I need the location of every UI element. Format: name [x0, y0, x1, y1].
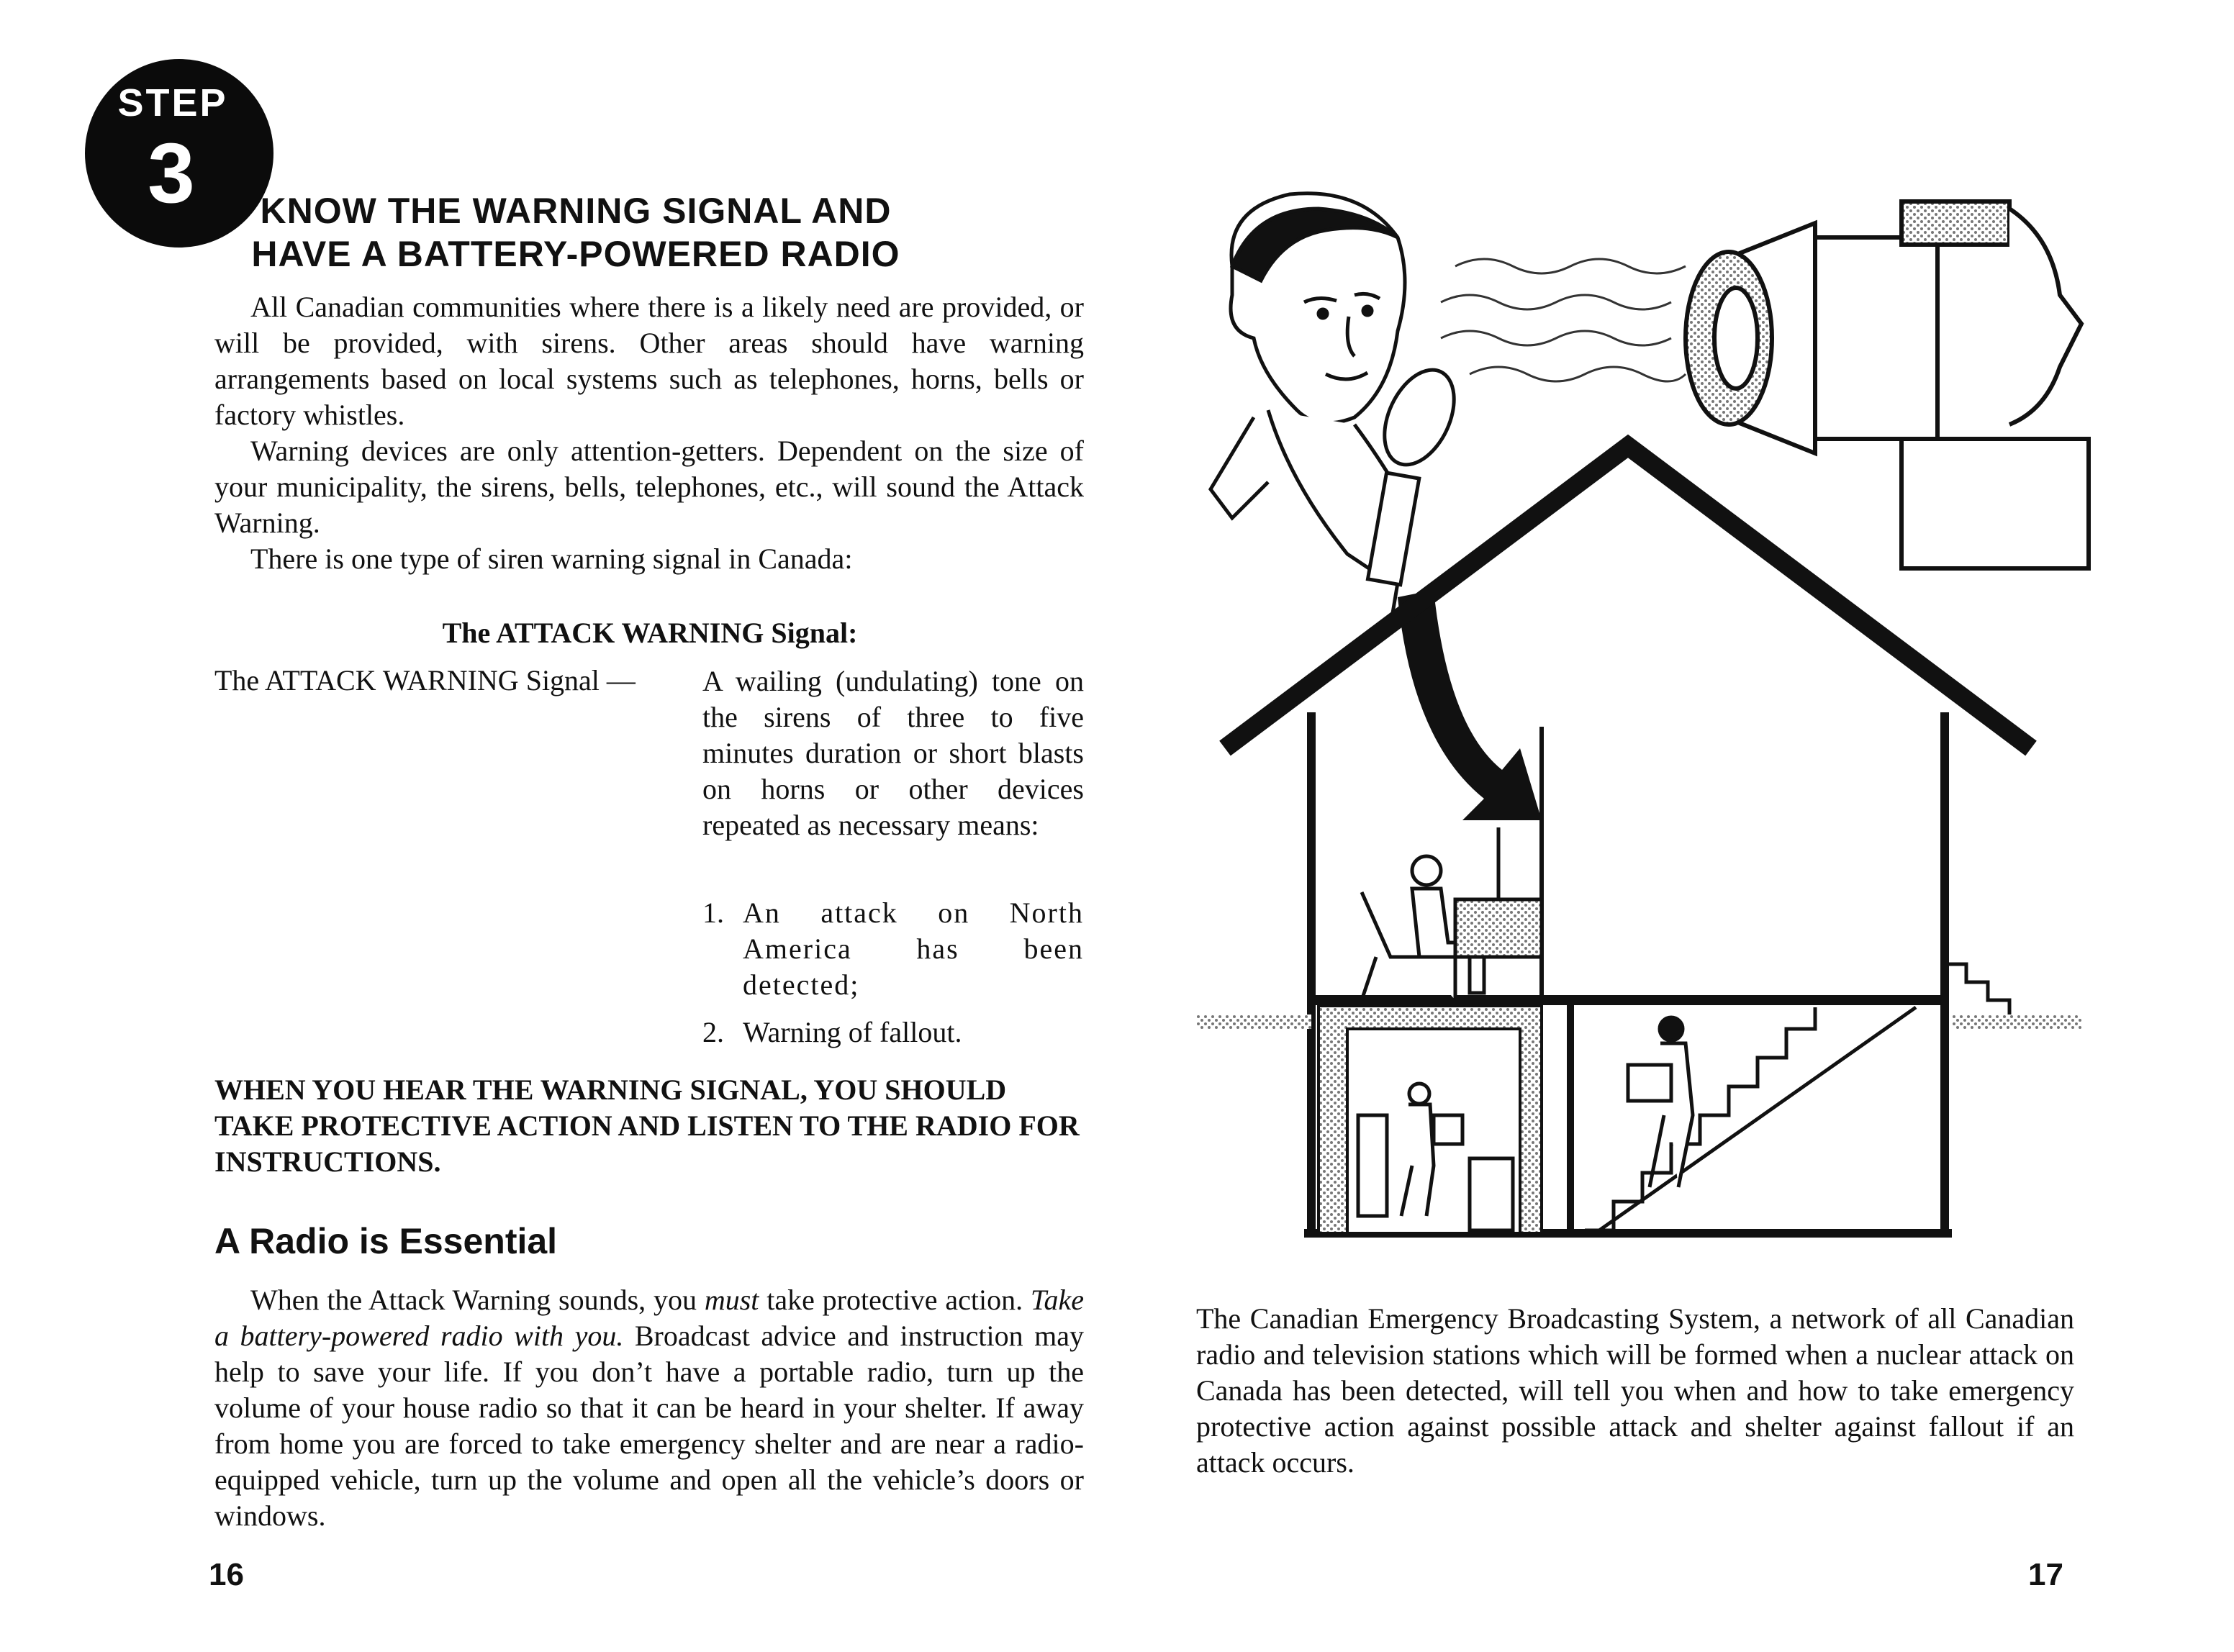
heading-line-2: HAVE A BATTERY-POWERED RADIO: [251, 234, 900, 274]
radio-paragraph: [214, 1282, 1084, 1534]
radio-text-italic: Take a battery-powered radio with you.: [214, 1284, 1085, 1352]
warning-instruction: WHEN YOU HEAR THE WARNING SIGNAL, YOU SHOULD TAKE PROTECTIVE ACTION AND LISTEN TO THE RADIO FOR INSTRUCTIONS.: [214, 1074, 1080, 1178]
broadcast-illustration: [1182, 180, 2175, 1238]
step-number: 3: [148, 126, 195, 221]
ground-left: [1196, 1015, 1311, 1029]
siren-icon: [1686, 201, 2089, 568]
signal-label: The ATTACK WARNING Signal —: [214, 664, 636, 696]
signal-list-item-2: [702, 1015, 1084, 1050]
arrow-icon: [1398, 590, 1542, 820]
intro-paragraph-1: All Canadian communities where there is a likely need are provided, or will be provided, with sirens. Other areas should have warning arrangements based on local systems such as telephones, horns, bells or factory whistles.: [214, 291, 1084, 431]
signal-list-item-1: [702, 895, 1084, 1003]
list-number: 2.: [702, 1016, 724, 1048]
signal-description: A wailing (undulating) tone on the sirens of three to five minutes duration or short blasts on horns or other devices repeated as necessary means:: [702, 665, 1084, 841]
page-number-left: 16: [209, 1557, 244, 1592]
intro-paragraph-3: There is one type of siren warning signal in Canada:: [250, 543, 853, 575]
radio-text-2: take protective action.: [759, 1284, 1031, 1316]
caption-text: The Canadian Emergency Broadcasting System, a network of all Canadian radio and television stations which will be formed when a nuclear attack on Canada has been detected, will tell you when and how to take emergency protective action against possible attack and shelter against fallout if an attack occurs.: [1196, 1302, 2074, 1479]
radio-subheading: A Radio is Essential: [214, 1221, 558, 1261]
outside-steps: [1945, 964, 2009, 1015]
sound-waves: [1441, 259, 1686, 381]
illustration-svg: [1182, 180, 2175, 1238]
list-text: Warning of fallout.: [743, 1016, 962, 1048]
step-word: STEP: [117, 81, 228, 124]
page-number-right: 17: [2028, 1557, 2063, 1592]
radio-text-3: Broadcast advice and instruction may help to save your life. If you don’t have a portable radio, turn up the volume of your house radio so that it can be heard in your shelter. If away from home you are forced to take emergency shelter and are near a radio-equipped vehicle, turn up the volume and open all the vehicle’s doors or windows.: [214, 1320, 1085, 1532]
heading-line-1: KNOW THE WARNING SIGNAL AND: [260, 191, 892, 231]
signal-title: The ATTACK WARNING Signal:: [442, 617, 858, 649]
ground-right: [1952, 1015, 2081, 1029]
list-number: 1.: [702, 897, 724, 929]
intro-text: [214, 289, 1084, 577]
list-text: An attack on North America has been detected;: [743, 897, 1084, 1001]
basement-stairs: [1585, 1007, 1916, 1230]
person-with-radio: [1362, 827, 1542, 1000]
radio-text-1: When the Attack Warning sounds, you: [250, 1284, 705, 1316]
right-page: [1117, 0, 2234, 1652]
radio-text-must: must: [704, 1284, 759, 1316]
announcer-figure: [1211, 194, 1405, 568]
intro-paragraph-2: Warning devices are only attention-getters. Dependent on the size of your municipality, the sirens, bells, telephones, etc., will sound the Attack Warning.: [214, 435, 1084, 539]
